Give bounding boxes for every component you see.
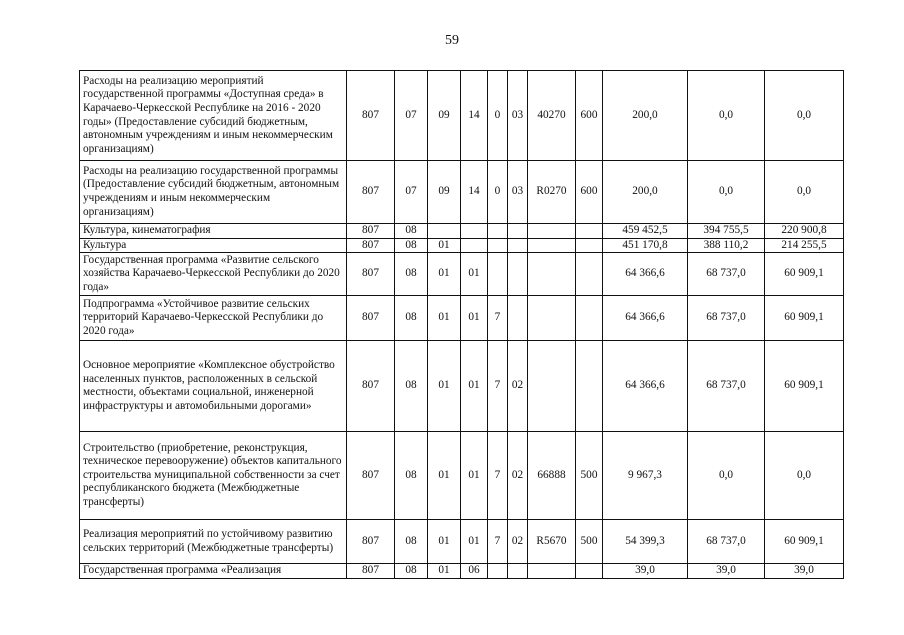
row-name: Расходы на реализацию мероприятий государственной программы «Доступная среда» в Карачаево-Черкесской Республике на 2016 - 2020 годы» (Предоставление субсидий бюджетным, автономным учреждениям и иным некоммерческим организациям) [80,71,347,161]
amount-year-3: 220 900,8 [765,224,844,239]
amount-year-1: 64 366,6 [603,341,688,432]
ved-code: 807 [347,238,395,253]
event-code [508,224,528,239]
section-code: 07 [395,161,428,224]
amount-year-2: 388 110,2 [688,238,765,253]
amount-year-1: 451 170,8 [603,238,688,253]
direction-code: R5670 [528,520,576,564]
amount-year-2: 0,0 [688,71,765,161]
program-code: 01 [461,432,488,520]
direction-code: R0270 [528,161,576,224]
event-code [508,564,528,579]
direction-code: 66888 [528,432,576,520]
expense-type-code: 600 [576,71,603,161]
amount-year-3: 214 255,5 [765,238,844,253]
subprogram-code: 7 [488,296,508,341]
table-row [80,71,844,161]
amount-year-1: 459 452,5 [603,224,688,239]
subprogram-code [488,253,508,296]
expense-type-code [576,224,603,239]
event-code: 02 [508,520,528,564]
table-row [80,564,844,579]
amount-year-3: 60 909,1 [765,253,844,296]
budget-table [79,70,844,579]
subsection-code: 09 [428,161,461,224]
subprogram-code: 7 [488,432,508,520]
subprogram-code [488,564,508,579]
subprogram-code: 0 [488,71,508,161]
subprogram-code: 7 [488,520,508,564]
table-row [80,238,844,253]
section-code: 08 [395,341,428,432]
row-name: Подпрограмма «Устойчивое развитие сельских территорий Карачаево-Черкесской Республики до 2020 года» [80,296,347,341]
amount-year-2: 0,0 [688,432,765,520]
amount-year-2: 68 737,0 [688,253,765,296]
subsection-code: 01 [428,432,461,520]
ved-code: 807 [347,253,395,296]
expense-type-code [576,238,603,253]
section-code: 08 [395,224,428,239]
ved-code: 807 [347,161,395,224]
amount-year-1: 64 366,6 [603,296,688,341]
page-number: 59 [445,33,459,48]
ved-code: 807 [347,224,395,239]
amount-year-1: 200,0 [603,161,688,224]
expense-type-code: 500 [576,520,603,564]
program-code: 14 [461,161,488,224]
expense-type-code [576,341,603,432]
amount-year-1: 54 399,3 [603,520,688,564]
amount-year-2: 68 737,0 [688,520,765,564]
subsection-code: 01 [428,564,461,579]
direction-code [528,224,576,239]
row-name: Расходы на реализацию государственной программы (Предоставление субсидий бюджетным, автономным учреждениям и иным некоммерческим организациям) [80,161,347,224]
program-code: 14 [461,71,488,161]
direction-code: 40270 [528,71,576,161]
ved-code: 807 [347,432,395,520]
amount-year-2: 39,0 [688,564,765,579]
table-row [80,296,844,341]
section-code: 08 [395,564,428,579]
direction-code [528,341,576,432]
row-name: Основное мероприятие «Комплексное обустройство населенных пунктов, расположенных в сельской местности, объектами социальной, инженерной инфраструктуры и автомобильными дорогами» [80,341,347,432]
table-row [80,253,844,296]
ved-code: 807 [347,564,395,579]
subsection-code: 01 [428,253,461,296]
direction-code [528,238,576,253]
expense-type-code: 600 [576,161,603,224]
row-name: Государственная программа «Развитие сельского хозяйства Карачаево-Черкесской Республики до 2020 года» [80,253,347,296]
program-code [461,224,488,239]
section-code: 08 [395,253,428,296]
subprogram-code: 0 [488,161,508,224]
subsection-code: 01 [428,238,461,253]
program-code: 01 [461,520,488,564]
amount-year-2: 0,0 [688,161,765,224]
expense-type-code [576,253,603,296]
program-code: 01 [461,253,488,296]
event-code: 02 [508,341,528,432]
amount-year-3: 60 909,1 [765,341,844,432]
amount-year-1: 9 967,3 [603,432,688,520]
ved-code: 807 [347,296,395,341]
event-code [508,253,528,296]
table-row [80,161,844,224]
subsection-code [428,224,461,239]
row-name: Культура, кинематография [80,224,347,239]
amount-year-1: 39,0 [603,564,688,579]
program-code: 06 [461,564,488,579]
row-name: Строительство (приобретение, реконструкция, техническое перевооружение) объектов капитального строительства муниципальной собственности за счет республиканского бюджета (Межбюджетные трансферты) [80,432,347,520]
amount-year-3: 60 909,1 [765,520,844,564]
direction-code [528,253,576,296]
ved-code: 807 [347,71,395,161]
section-code: 08 [395,238,428,253]
section-code: 07 [395,71,428,161]
direction-code [528,296,576,341]
event-code [508,238,528,253]
ved-code: 807 [347,341,395,432]
subprogram-code [488,224,508,239]
table-row [80,341,844,432]
amount-year-2: 394 755,5 [688,224,765,239]
table-row [80,520,844,564]
table-row [80,432,844,520]
expense-type-code: 500 [576,432,603,520]
ved-code: 807 [347,520,395,564]
event-code [508,296,528,341]
section-code: 08 [395,520,428,564]
direction-code [528,564,576,579]
subprogram-code [488,238,508,253]
expense-type-code [576,296,603,341]
subprogram-code: 7 [488,341,508,432]
section-code: 08 [395,432,428,520]
event-code: 02 [508,432,528,520]
amount-year-1: 64 366,6 [603,253,688,296]
amount-year-3: 0,0 [765,161,844,224]
row-name: Государственная программа «Реализация [80,564,347,579]
amount-year-3: 60 909,1 [765,296,844,341]
program-code [461,238,488,253]
row-name: Культура [80,238,347,253]
amount-year-3: 39,0 [765,564,844,579]
program-code: 01 [461,341,488,432]
subsection-code: 01 [428,341,461,432]
program-code: 01 [461,296,488,341]
subsection-code: 09 [428,71,461,161]
amount-year-3: 0,0 [765,71,844,161]
amount-year-1: 200,0 [603,71,688,161]
subsection-code: 01 [428,296,461,341]
event-code: 03 [508,161,528,224]
amount-year-2: 68 737,0 [688,296,765,341]
section-code: 08 [395,296,428,341]
subsection-code: 01 [428,520,461,564]
row-name: Реализация мероприятий по устойчивому развитию сельских территорий (Межбюджетные трансферты) [80,520,347,564]
table-row [80,224,844,239]
amount-year-2: 68 737,0 [688,341,765,432]
event-code: 03 [508,71,528,161]
expense-type-code [576,564,603,579]
amount-year-3: 0,0 [765,432,844,520]
